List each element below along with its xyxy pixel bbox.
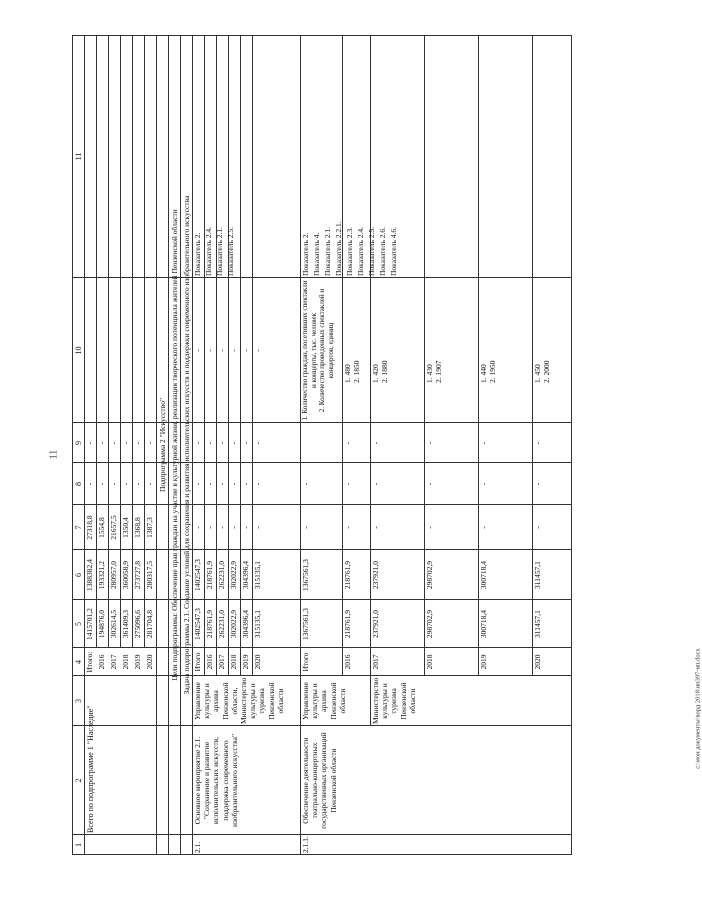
measure-2-1-1-itogo-regional: 1367561,3 — [301, 559, 310, 591]
measure-2-1-cell: - — [217, 526, 226, 529]
measure-2-1-1-local: - — [371, 482, 380, 486]
measure-2-1-cell: 262231,0 — [217, 609, 226, 639]
measure-2-1-1-other: - — [425, 441, 434, 445]
measure-2-1-cell: 262231,0 — [217, 560, 226, 590]
measure-2-1-name: Основное мероприятие 2.1. "Сохранение и развитие исполнительских искусств, поддержка современного изобразительного искусства" — [193, 734, 239, 827]
measure-2-1-1-local: - — [425, 482, 434, 486]
measure-2-1-1-regional: 311457,1 — [533, 561, 542, 589]
measure-2-1-1-year: 2016 — [343, 654, 352, 670]
measure-2-1-1-local: - — [533, 482, 542, 486]
header-col-5: 5 — [74, 622, 83, 626]
total-row-cell: 361409,3 — [121, 609, 130, 639]
measure-2-1-1-federal: - — [343, 526, 352, 529]
total-row-cell: 194876,0 — [97, 609, 106, 639]
measure-2-1-number: 2.1. — [193, 841, 202, 853]
total-row-cell: 1387,3 — [145, 517, 154, 538]
measure-2-1-cell: - — [193, 526, 202, 529]
subprogram-2-goal: Цели подпрограммы: Обеспечение прав граждан на участие в культурной жизни, реализация творческого потенциала жителей Пензенской области — [170, 209, 179, 681]
header-col-6: 6 — [74, 573, 83, 577]
total-row-cell: 27318,8 — [85, 515, 94, 540]
measure-2-1-1-year: 2020 — [533, 654, 542, 670]
total-row-cell: - — [133, 482, 142, 486]
measure-2-1-cell: 304396,4 — [241, 560, 250, 590]
measure-2-1-1-result-value: 1. 430 2. 1907 — [425, 360, 444, 383]
measure-2-1-cell: Итого — [193, 652, 202, 672]
measure-2-1-cell: - — [205, 482, 214, 486]
measure-2-1-1-regional: 218761,9 — [343, 560, 352, 590]
measure-2-1-1-federal: - — [479, 526, 488, 529]
measure-2-1-1-total: 300718,4 — [479, 609, 488, 639]
measure-2-1-1-regional: 300718,4 — [479, 560, 488, 590]
measure-2-1-1-total: 311457,1 — [533, 610, 542, 638]
measure-2-1-executor: Управление культуры и архива Пензенской области, Министерство культуры и туризма Пензенской области — [193, 677, 285, 724]
measure-2-1-1-indicator: Показатель 4. — [312, 232, 321, 276]
measure-2-1-1-other: - — [479, 441, 488, 445]
measure-2-1-cell: - — [229, 526, 238, 529]
footer-file-path: c:\мои документы\ворд 2018\ип397-ип.docx — [694, 648, 702, 769]
header-col-1: 1 — [74, 843, 83, 847]
measure-2-1-1-itogo-total: 1367561,3 — [301, 608, 310, 640]
measure-2-1-cell: 315135,1 — [253, 560, 262, 590]
total-row-cell: - — [85, 482, 94, 486]
measure-2-1-1-result-value: 1. 450 2. 2000 — [533, 360, 552, 383]
measure-2-1-1-other: - — [371, 441, 380, 445]
measure-2-1-1-itogo-label: Итого — [301, 652, 310, 672]
measure-2-1-1-indicator: Показатель 2.4. — [356, 226, 365, 276]
total-row-cell: 1554,8 — [97, 517, 106, 538]
measure-2-1-cell: - — [241, 482, 250, 486]
measure-2-1-cell: - — [253, 482, 262, 486]
measure-2-1-cell: - — [193, 482, 202, 486]
total-subprogram-1-label: Всего по подпрограмме 1 "Наследие" — [86, 705, 95, 833]
measure-2-1-1-total: 298702,9 — [425, 609, 434, 639]
measure-2-1-1-year: 2017 — [371, 654, 380, 670]
measure-2-1-cell: - — [253, 349, 262, 352]
measure-2-1-1-result-value: 1. 480 2. 1850 — [343, 360, 362, 383]
total-row-cell: 273727,8 — [133, 560, 142, 590]
measure-2-1-cell: - — [229, 349, 238, 352]
subprogram-2-title: Подпрограмма 2 "Искусство" — [158, 397, 167, 493]
measure-2-1-cell: - — [205, 349, 214, 352]
measure-2-1-cell: - — [217, 349, 226, 352]
measure-2-1-cell: - — [241, 441, 250, 445]
measure-2-1-cell: - — [253, 526, 262, 529]
header-col-8: 8 — [74, 482, 83, 486]
total-row-cell: - — [145, 482, 154, 486]
total-row-cell: 281704,8 — [145, 609, 154, 639]
total-row-cell: - — [145, 441, 154, 445]
measure-2-1-1-indicator: Показатель 2.5. — [367, 226, 376, 276]
subprogram-2-task: Задача подпрограммы 2.1. Создание условий для сохранения и развития исполнительских искусств и поддержки современного изобразительного искусства — [182, 195, 191, 695]
total-row-cell: - — [121, 441, 130, 445]
measure-2-1-1-name: Обеспечение деятельности театрально-концертных государственных организаций Пензенской области — [301, 732, 338, 829]
measure-2-1-1-indicator: Показатель 2.1. — [323, 226, 332, 276]
measure-2-1-cell: 304396,4 — [241, 609, 250, 639]
total-row-cell: - — [85, 441, 94, 445]
total-row-cell: 2020 — [145, 654, 154, 670]
measure-2-1-1-federal: - — [425, 526, 434, 529]
measure-2-1-1-federal: - — [371, 526, 380, 529]
header-col-11: 11 — [74, 152, 83, 161]
measure-2-1-1-total: 218761,9 — [343, 609, 352, 639]
total-row-cell: 2018 — [121, 654, 130, 670]
total-row-cell: 1388382,4 — [85, 559, 94, 591]
measure-2-1-1-local: - — [343, 482, 352, 486]
measure-2-1-1-federal: - — [533, 526, 542, 529]
measure-2-1-indicator: Показатель 2.1. — [215, 226, 224, 276]
total-row-cell: 1368,8 — [133, 517, 142, 538]
measure-2-1-1-result-value: 1. 440 2. 1950 — [479, 360, 498, 383]
measure-2-1-cell: - — [205, 526, 214, 529]
header-col-4: 4 — [74, 660, 83, 664]
measure-2-1-1-indicator: Показатель 4.6. — [389, 226, 398, 276]
measure-2-1-cell: - — [229, 482, 238, 486]
measure-2-1-1-result-description: 1. Количество граждан, посетивших спектакли и концерты, тыс. человек 2. Количество проведенных спектаклей и концертов, единиц — [301, 280, 335, 421]
total-row-cell: 2019 — [133, 654, 142, 670]
total-row-cell: 1415701,2 — [85, 608, 94, 640]
total-row-cell: - — [97, 482, 106, 486]
total-row-cell: 302614,5 — [109, 609, 118, 639]
measure-2-1-cell: 2019 — [241, 654, 250, 670]
header-col-9: 9 — [74, 441, 83, 445]
measure-2-1-1-result-value: 1. 420 2. 1880 — [371, 360, 390, 383]
measure-2-1-cell: - — [193, 441, 202, 445]
measure-2-1-1-regional: 298702,9 — [425, 560, 434, 590]
measure-2-1-cell: 218761,9 — [205, 609, 214, 639]
measure-2-1-1-executor: Управление культуры и архива Пензенской области — [301, 682, 347, 720]
measure-2-1-indicator: Показатель 2.4. — [204, 226, 213, 276]
total-row-cell: 193321,2 — [97, 560, 106, 590]
header-col-7: 7 — [74, 525, 83, 530]
total-row-cell: Итого: — [85, 651, 94, 673]
total-row-cell: 2017 — [109, 654, 118, 670]
measure-2-1-1-number: 2.1.1. — [301, 836, 310, 853]
measure-2-1-cell: 218761,9 — [205, 560, 214, 590]
measure-2-1-cell: 1402547,3 — [193, 608, 202, 640]
total-row-cell: 21657,5 — [109, 515, 118, 540]
measure-2-1-indicator: Показатель 2. — [193, 232, 202, 276]
measure-2-1-cell: 302022,9 — [229, 609, 238, 639]
total-row-cell: 275096,6 — [133, 609, 142, 639]
total-row-cell: 360058,9 — [121, 560, 130, 590]
measure-2-1-cell: 1402547,3 — [193, 559, 202, 591]
measure-2-1-cell: - — [241, 349, 250, 352]
measure-2-1-cell: - — [253, 441, 262, 445]
measure-2-1-cell: 2017 — [217, 654, 226, 670]
measure-2-1-cell: - — [241, 526, 250, 529]
total-row-cell: 1350,4 — [121, 517, 130, 538]
measure-2-1-1-total: 237921,0 — [371, 609, 380, 639]
measure-2-1-cell: - — [217, 441, 226, 445]
total-row-cell: 2016 — [97, 654, 106, 670]
total-row-cell: - — [133, 441, 142, 445]
header-col-3: 3 — [74, 699, 83, 703]
measure-2-1-1-itogo-local: - — [301, 482, 310, 486]
measure-2-1-1-local: - — [479, 482, 488, 486]
measure-2-1-1-other: - — [343, 441, 352, 445]
measure-2-1-cell: - — [193, 349, 202, 352]
total-row-cell: - — [121, 482, 130, 486]
measure-2-1-1-itogo-federal: - — [301, 526, 310, 529]
measure-2-1-cell: - — [217, 482, 226, 486]
header-col-2: 2 — [74, 778, 83, 783]
page-number: 11 — [48, 449, 60, 460]
budget-table — [72, 35, 572, 855]
total-row-cell: - — [109, 482, 118, 486]
measure-2-1-1-regional: 237921,0 — [371, 560, 380, 590]
header-col-10: 10 — [74, 346, 83, 355]
measure-2-1-1-executor: Министерство культуры и туризма Пензенской области — [371, 677, 417, 724]
measure-2-1-1-other: - — [533, 441, 542, 445]
measure-2-1-cell: 302022,9 — [229, 560, 238, 590]
measure-2-1-cell: 315135,1 — [253, 609, 262, 639]
measure-2-1-1-indicator: Показатель 2.2.1. — [334, 221, 343, 276]
measure-2-1-cell: - — [205, 441, 214, 445]
measure-2-1-cell: 2020 — [253, 654, 262, 670]
measure-2-1-indicator: Показатель 2.5. — [226, 226, 235, 276]
measure-2-1-1-indicator: Показатель 2.6. — [378, 226, 387, 276]
measure-2-1-1-year: 2019 — [479, 654, 488, 670]
measure-2-1-cell: - — [229, 441, 238, 445]
total-row-cell: - — [97, 441, 106, 445]
total-row-cell: 280317,5 — [145, 560, 154, 590]
total-row-cell: 280957,0 — [109, 560, 118, 590]
measure-2-1-cell: 2016 — [205, 654, 214, 670]
measure-2-1-1-indicator: Показатель 2. — [301, 232, 310, 276]
total-row-cell: - — [109, 441, 118, 445]
measure-2-1-cell: 2018 — [229, 654, 238, 670]
measure-2-1-1-year: 2018 — [425, 654, 434, 670]
measure-2-1-1-indicator: Показатель 2.3. — [345, 226, 354, 276]
